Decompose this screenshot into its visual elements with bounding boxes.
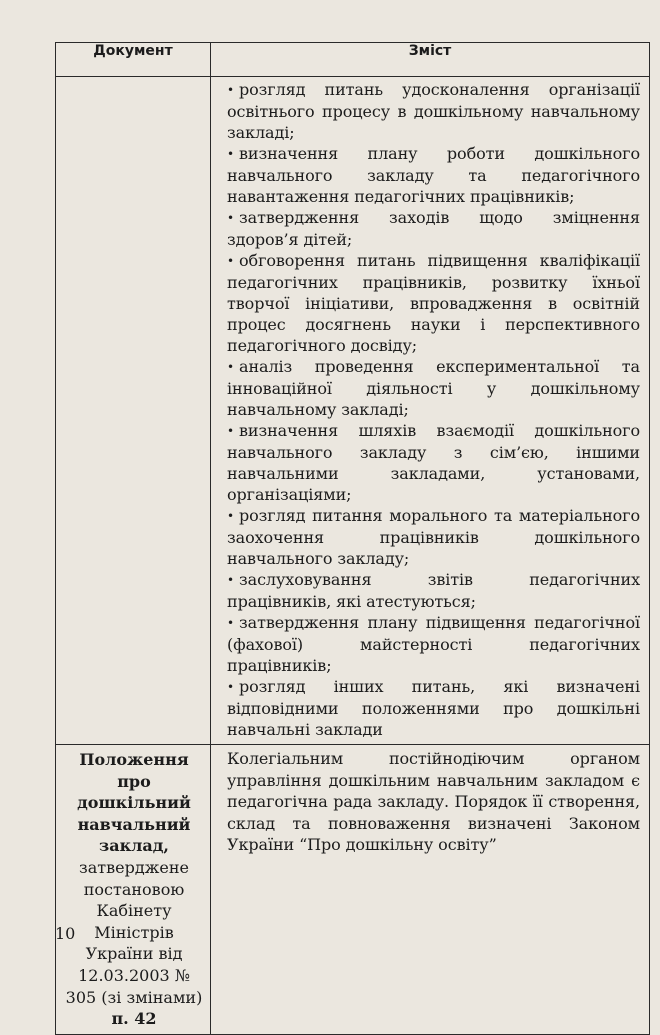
bullet-icon: • [227, 616, 234, 630]
list-item-text: аналіз проведення експериментальної та інноваційної діяльності у дошкільному навчальному закладі; [227, 357, 640, 419]
table-row [56, 745, 650, 1035]
list-item-text: заслуховування звітів педагогічних працівників, які атестуються; [227, 570, 640, 611]
content-cell-text [211, 745, 650, 1035]
bullet-icon: • [227, 254, 234, 268]
bullet-icon: • [227, 509, 234, 523]
content-cell-bullets [211, 77, 650, 745]
document-point: п. 42 [111, 1009, 157, 1029]
list-item [227, 505, 640, 569]
page-number: 10 [55, 924, 76, 943]
list-item-text: визначення шляхів взаємодії дошкільного навчального закладу з сім’єю, іншими навчальними закладами, установами, організаціями; [227, 421, 640, 504]
bullet-icon: • [227, 680, 234, 694]
bullet-icon: • [227, 424, 234, 438]
content-paragraph: Колегіальним постійнодіючим органом управління дошкільним навчальним закладом є педагогічна рада закладу. Порядок її створення, склад та повноваження визначені Законом України “Про дошкільну освіту” [227, 749, 640, 854]
list-item-text: затвердження заходів щодо зміцнення здоров’я дітей; [227, 208, 640, 249]
list-item [227, 676, 640, 740]
document-table [55, 42, 650, 1035]
document-cell [56, 745, 211, 1035]
table-row [56, 77, 650, 745]
table-header-row [56, 43, 650, 77]
bullet-icon: • [227, 573, 234, 587]
list-item-text: затвердження плану підвищення педагогічної (фахової) майстерності педагогічних працівників; [227, 613, 640, 675]
document-title: Положення про дошкільний навчальний заклад, [77, 750, 191, 856]
bullet-icon: • [227, 211, 234, 225]
list-item [227, 612, 640, 676]
list-item-text: розгляд питань удосконалення організації освітнього процесу в дошкільному навчальному закладі; [227, 80, 640, 142]
list-item [227, 143, 640, 207]
list-item-text: розгляд інших питань, які визначені відповідними положеннями про дошкільні навчальні заклади [227, 677, 640, 739]
bullet-list [227, 79, 640, 740]
header-document: Документ [56, 43, 211, 77]
list-item-text: обговорення питань підвищення кваліфікації педагогічних працівників, розвитку їхньої творчої ініціативи, впровадження в освітній процес досягнень науки і перспективного педагогічного досвіду; [227, 251, 640, 355]
list-item-text: визначення плану роботи дошкільного навчального закладу та педагогічного навантаження педагогічних працівників; [227, 144, 640, 206]
list-item [227, 207, 640, 250]
list-item [227, 356, 640, 420]
bullet-icon: • [227, 360, 234, 374]
list-item [227, 569, 640, 612]
list-item [227, 250, 640, 356]
document-description: затверджене постановою Кабінету Міністрів України від 12.03.2003 № 305 (зі змінами) [65, 857, 203, 1007]
header-content: Зміст [211, 43, 650, 77]
bullet-icon: • [227, 147, 234, 161]
list-item [227, 420, 640, 505]
bullet-icon: • [227, 83, 234, 97]
document-cell-empty [56, 77, 211, 745]
list-item [227, 79, 640, 143]
list-item-text: розгляд питання морального та матеріального заохочення працівників дошкільного навчального закладу; [227, 506, 640, 568]
